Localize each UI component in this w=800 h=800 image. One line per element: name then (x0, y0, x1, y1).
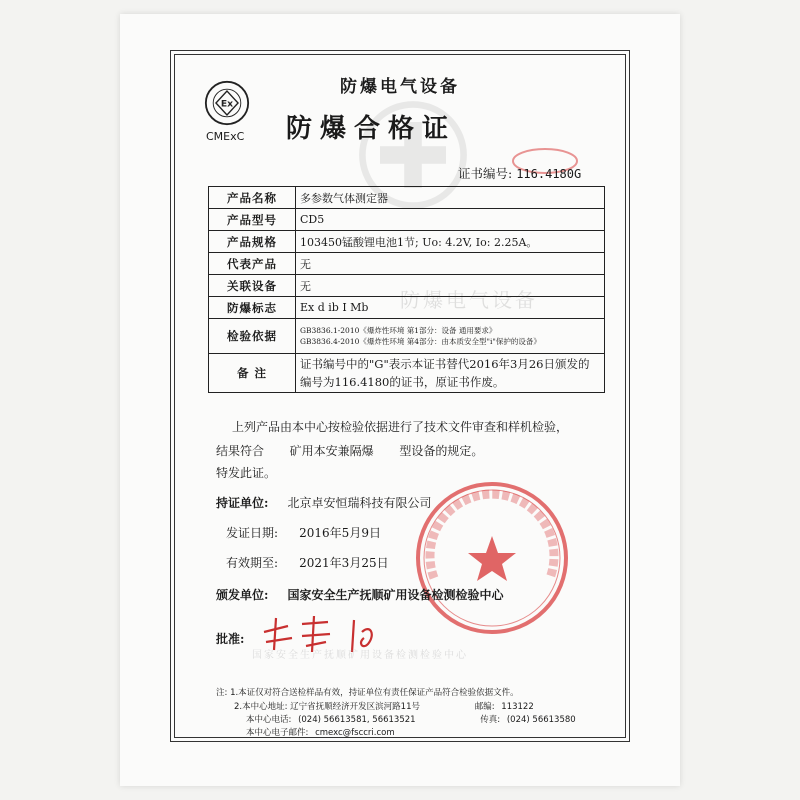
postcode-label: 邮编: (474, 702, 495, 712)
row-key: 防爆标志 (209, 297, 296, 319)
issue-date-row (226, 522, 381, 541)
row-value: CD5 (296, 209, 605, 231)
table-row (209, 187, 605, 209)
basis-line: GB3836.1-2010《爆炸性环境 第1部分：设备 通用要求》 (300, 326, 497, 335)
row-value: 无 (296, 275, 605, 297)
row-value: 多参数气体测定器 (296, 187, 605, 209)
row-value: 103450锰酸锂电池1节; Uo: 4.2V, Io: 2.25A。 (296, 231, 605, 253)
row-key: 检验依据 (209, 319, 296, 354)
row-key: 产品型号 (209, 209, 296, 231)
holder-value: 北京卓安恒瑞科技有限公司 (287, 496, 432, 510)
table-row (209, 319, 605, 354)
table-row (209, 253, 605, 275)
issuer-row (216, 584, 504, 603)
valid-until-value: 2021年3月25日 (299, 556, 389, 570)
title-large: 防爆合格证 (286, 114, 457, 144)
issuer-value: 国家安全生产抚顺矿用设备检测检验中心 (287, 588, 504, 602)
issuer-label: 颁发单位: (216, 588, 269, 602)
product-info-table (208, 186, 605, 393)
remark-value: 证书编号中的"G"表示本证书替代2016年3月26日颁发的编号为116.4180的证书，原证书作废。 (296, 354, 605, 393)
table-row (209, 354, 605, 393)
approval-label: 批准: (216, 632, 245, 646)
fax-value: (024) 56613580 (506, 715, 576, 725)
table-row (209, 275, 605, 297)
inspection-basis (296, 319, 605, 354)
statement-part: 矿用本安兼隔爆 (289, 444, 374, 458)
cmexc-logo (204, 80, 250, 126)
cert-no-label: 证书编号: (458, 166, 513, 181)
issue-date-label: 发证日期: (226, 526, 279, 540)
note-line: 注: 1.本证仅对符合送检样品有效，持证单位有责任保证产品符合检验依据文件。 (216, 688, 519, 698)
row-key: 产品规格 (209, 231, 296, 253)
valid-until-label: 有效期至: (226, 556, 279, 570)
address-note: 2.本中心地址: 辽宁省抚顺经济开发区滨河路11号 (234, 702, 420, 712)
basis-line: GB3836.4-2010《爆炸性环境 第4部分：由本质安全型"i"保护的设备》 (300, 337, 541, 346)
statement-line: 上列产品由本中心按检验依据进行了技术文件审查和样机检验， (232, 420, 569, 434)
faint-watermark-text: 防爆电气设备 (400, 288, 538, 312)
statement-part: 结果符合 (216, 444, 265, 458)
note-line (246, 726, 395, 738)
table-row (209, 297, 605, 319)
issue-date-value: 2016年5月9日 (299, 526, 381, 540)
logo-caption: CMExC (206, 130, 245, 143)
row-key: 产品名称 (209, 187, 296, 209)
phone-value: (024) 56613581, 56613521 (298, 715, 416, 725)
holder-row (216, 492, 432, 511)
statement-part: 型设备的规定。 (399, 444, 484, 458)
fax-label: 传真: (480, 715, 501, 725)
svg-text:Ex: Ex (220, 98, 234, 110)
row-value: Ex d ib I Mb (296, 297, 605, 319)
valid-until-row (226, 552, 389, 571)
note-line (234, 700, 534, 712)
title-small: 防爆电气设备 (340, 77, 460, 97)
table-row (209, 231, 605, 253)
certificate-number (458, 164, 581, 182)
statement-line: 特发此证。 (216, 466, 277, 480)
official-seal (412, 478, 572, 638)
note-line (246, 713, 576, 725)
row-key: 代表产品 (209, 253, 296, 275)
faint-watermark-text: 国家安全生产抚顺矿用设备检测检验中心 (252, 650, 468, 661)
email-label: 本中心电子邮件: (246, 728, 309, 738)
phone-label: 本中心电话: (246, 715, 292, 725)
row-key: 备 注 (209, 354, 296, 393)
email-value: cmexc@fsccri.com (315, 728, 395, 738)
row-key: 关联设备 (209, 275, 296, 297)
postcode-value: 113122 (501, 702, 534, 712)
holder-label: 持证单位: (216, 496, 269, 510)
approval-row (216, 628, 244, 647)
row-value: 无 (296, 253, 605, 275)
table-row (209, 209, 605, 231)
statement-line (216, 442, 483, 459)
cert-no-value: 116.4180G (516, 167, 582, 181)
